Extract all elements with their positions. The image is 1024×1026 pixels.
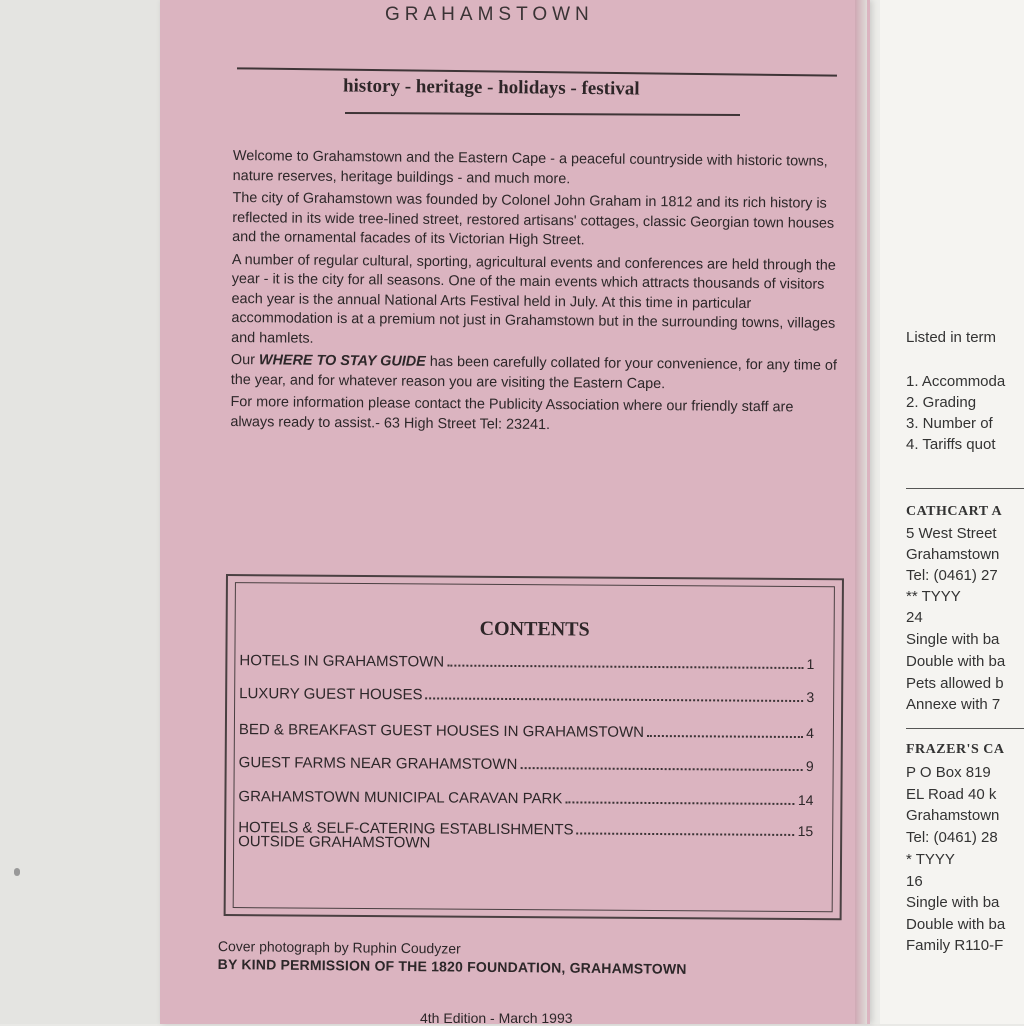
entry-line: Family R110-F bbox=[906, 937, 1004, 954]
toc-label bbox=[238, 821, 574, 851]
toc-page: 1 bbox=[806, 656, 815, 673]
entry-name-frazers: FRAZER'S CA bbox=[906, 742, 1005, 757]
toc-leader bbox=[647, 735, 803, 738]
guide-emphasis: WHERE TO STAY GUIDE bbox=[258, 352, 426, 370]
toc-leader bbox=[577, 832, 795, 836]
right-list-item: 3. Number of bbox=[906, 415, 993, 432]
right-divider bbox=[906, 728, 1024, 729]
contents-title: CONTENTS bbox=[479, 617, 590, 641]
entry-line: ** TYYY bbox=[906, 588, 961, 605]
guide-suffix: has been carefully collated for your convenience, for any time of the year, and for whatever reason you are visiting the Eastern Cape. bbox=[230, 353, 838, 392]
entry-name-cathcart: CATHCART A bbox=[906, 504, 1003, 519]
toc-label: GRAHAMSTOWN MUNICIPAL CARAVAN PARK bbox=[238, 788, 563, 808]
paragraph-guide bbox=[231, 351, 841, 396]
toc-label: HOTELS IN GRAHAMSTOWN bbox=[239, 652, 445, 671]
toc-leader bbox=[447, 665, 803, 669]
toc-page: 14 bbox=[797, 791, 814, 809]
toc-page: 15 bbox=[797, 822, 814, 840]
tagline: history - heritage - holidays - festival bbox=[342, 75, 640, 100]
dust-speck bbox=[14, 868, 20, 876]
right-list-item: 4. Tariffs quot bbox=[906, 436, 996, 453]
toc-page: 3 bbox=[806, 689, 815, 706]
entry-line: 5 West Street bbox=[906, 525, 997, 542]
entry-line: Pets allowed b bbox=[906, 675, 1004, 692]
entry-line: Tel: (0461) 28 bbox=[906, 829, 998, 846]
intro-text bbox=[230, 147, 843, 441]
entry-line: Single with ba bbox=[906, 631, 1000, 648]
photo-credit: Cover photograph by Ruphin Coudyzer bbox=[217, 938, 461, 957]
right-divider bbox=[906, 488, 1024, 489]
toc-label-line2: OUTSIDE GRAHAMSTOWN bbox=[238, 833, 431, 852]
entry-line: 24 bbox=[906, 609, 923, 626]
entry-line: EL Road 40 k bbox=[906, 786, 997, 803]
entry-line: Double with ba bbox=[906, 653, 1006, 670]
toc-label: GUEST FARMS NEAR GRAHAMSTOWN bbox=[238, 754, 518, 774]
entry-line: Double with ba bbox=[906, 916, 1006, 933]
toc-item-outside bbox=[238, 819, 813, 853]
entry-line: P O Box 819 bbox=[906, 764, 991, 781]
booklet-fold bbox=[855, 0, 867, 1024]
toc-leader bbox=[565, 801, 794, 805]
toc-label: LUXURY GUEST HOUSES bbox=[239, 685, 423, 704]
guide-prefix: Our bbox=[230, 351, 260, 369]
toc-page: 9 bbox=[805, 758, 814, 775]
right-list-item: 2. Grading bbox=[906, 394, 977, 411]
entry-line: Annexe with 7 bbox=[906, 696, 1001, 713]
background-left bbox=[0, 0, 170, 1024]
entry-line: Single with ba bbox=[906, 894, 1000, 911]
toc-leader bbox=[426, 697, 804, 702]
entry-line: Tel: (0461) 27 bbox=[906, 567, 998, 584]
toc-leader bbox=[520, 767, 803, 771]
entry-line: 16 bbox=[906, 873, 923, 890]
paragraph-welcome: Welcome to Grahamstown and the Eastern Cape - a peaceful countryside with historic towns, nature reserves, heritage buildings - and much more. bbox=[232, 147, 828, 187]
right-intro: Listed in term bbox=[906, 329, 997, 346]
toc-label-line1: HOTELS & SELF-CATERING ESTABLISHMENTS bbox=[238, 819, 574, 839]
entry-line: * TYYY bbox=[906, 851, 955, 868]
entry-line: Grahamstown bbox=[906, 546, 1000, 563]
contents-box bbox=[224, 574, 844, 920]
credits bbox=[218, 938, 848, 979]
permission-credit: BY KIND PERMISSION OF THE 1820 FOUNDATION, GRAHAMSTOWN bbox=[217, 955, 687, 977]
toc-page: 4 bbox=[806, 725, 814, 742]
toc-label: BED & BREAKFAST GUEST HOUSES IN GRAHAMSTOWN bbox=[238, 721, 645, 741]
paragraph-events: A number of regular cultural, sporting, agricultural events and conferences are held through the year - it is the city for all seasons. One of the main events which attracts thousands of visitors each year is the annual National Arts Festival held in July. At this time in particular accommodation is at a premium not just in Grahamstown but in the surrounding towns, villages and hamlets. bbox=[231, 251, 836, 347]
paragraph-history: The city of Grahamstown was founded by Colonel John Graham in 1812 and its rich history is reflected in its wide tree-lined street, restored artisans' cottages, classic Georgian town houses and the ornamental facades of its Victorian High Street. bbox=[232, 189, 835, 249]
edition-note: 4th Edition - March 1993 bbox=[420, 1010, 573, 1026]
entry-line: Grahamstown bbox=[906, 807, 1000, 824]
paragraph-contact: For more information please contact the Publicity Association where our friendly staff are always ready to assist.- 63 High Street Tel: 23241. bbox=[230, 393, 794, 433]
document-title: GRAHAMSTOWN bbox=[385, 4, 594, 25]
right-list-item: 1. Accommoda bbox=[906, 373, 1006, 390]
